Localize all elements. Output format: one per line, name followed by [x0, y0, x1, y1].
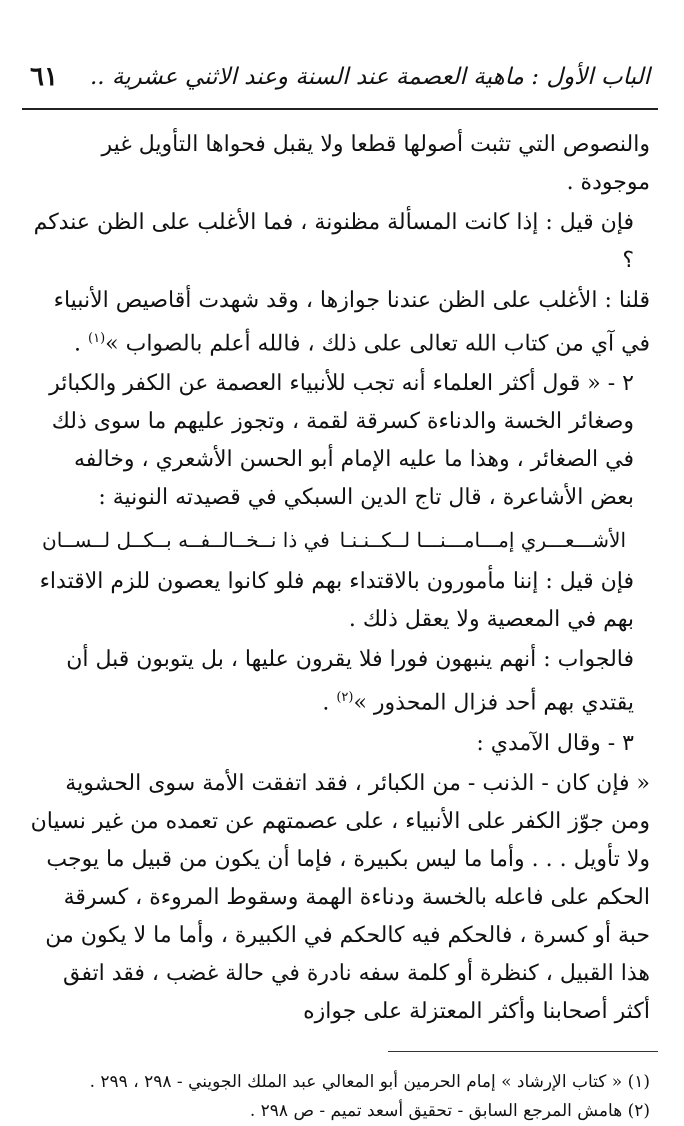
poem-second-hemistich: في ذا نــخــالــفــه بــكــل لــســان: [42, 528, 330, 553]
paragraph-3-end: .: [74, 331, 89, 357]
paragraph-7: ٣ - وقال الآمدي :: [476, 730, 634, 756]
paragraph-4: ٢ - « قول أكثر العلماء أنه تجب للأنبياء العصمة عن الكفر والكبائر وصغائر الخسة والدناءة كسرقة لقمة ، وتجوز عليهم ما سوى ذلك في الصغائر ، وهذا ما عليه الإمام أبو الحسن الأشعري ، وخالفه بعض الأشاعرة ، قال تاج الدين السبكي في قصيدته النونية :: [49, 371, 634, 511]
paragraph-3: [30, 282, 650, 363]
paragraph-2: فإن قيل : إذا كانت المسألة مظنونة ، فما الأغلب على الظن عندكم ؟: [33, 210, 634, 273]
book-page: [22, 52, 658, 1121]
running-head: الباب الأول : ماهية العصمة عند السنة وعند الاثني عشرية ..: [89, 64, 650, 90]
paragraph-1: والنصوص التي تثبت أصولها قطعا ولا يقبل فحواها التأويل غير موجودة .: [101, 132, 650, 195]
page-header: [22, 52, 658, 110]
poem-verse: [30, 519, 650, 561]
paragraph-6-end: .: [322, 690, 337, 716]
footnote-1: (١) « كتاب الإرشاد » إمام الحرمين أبو المعالي عبد الملك الجويني - ٢٩٨ ، ٢٩٩ .: [89, 1071, 650, 1092]
poem-first-hemistich: الأشـــعـــري إمـــامـــنـــا لــكــنـنـا: [339, 528, 626, 553]
paragraph-3-text: قلنا : الأغلب على الظن عندنا جوازها ، وقد شهدت أقاصيص الأنبياء في آي من كتاب الله تعالى على ذلك ، فالله أعلم بالصواب »: [53, 288, 650, 357]
footnotes: [22, 1068, 658, 1126]
footnote-ref-2: (٢): [336, 690, 354, 706]
page-number: ٦١: [30, 62, 58, 92]
paragraph-6: [30, 641, 650, 722]
paragraph-6-text: فالجواب : أنهم ينبهون فورا فلا يقرون عليها ، بل يتوبون قبل أن يقتدي بهم أحد فزال المحذور »: [66, 647, 634, 716]
footnote-divider: [388, 1051, 658, 1052]
page-body: [22, 110, 658, 1031]
paragraph-8: « فإن كان - الذنب - من الكبائر ، فقد اتفقت الأمة سوى الحشوية ومن جوّز الكفر على الأنبياء ، على عصمتهم عن تعمده من غير نسيان ولا تأويل . . . وأما ما ليس بكبيرة ، فإما أن يكون من قبيل ما يوجب الحكم على فاعله بالخسة ودناءة الهمة وسقوط المروءة ، كسرقة حبة أو كسرة ، فالحكم فيه كالحكم في الكبيرة ، وأما ما لا يكون من هذا القبيل ، كنظرة أو كلمة سفه نادرة في حالة غضب ، فقد اتفق أكثر أصحابنا وأكثر المعتزلة على جوازه: [30, 770, 650, 1024]
footnote-ref-1: (١): [88, 331, 106, 346]
paragraph-5: فإن قيل : إننا مأمورون بالاقتداء بهم فلو كانوا يعصون للزم الاقتداء بهم في المعصية ولا يعقل ذلك .: [39, 569, 634, 633]
footnote-2: (٢) هامش المرجع السابق - تحقيق أسعد تميم - ص ٢٩٨ .: [249, 1100, 650, 1121]
